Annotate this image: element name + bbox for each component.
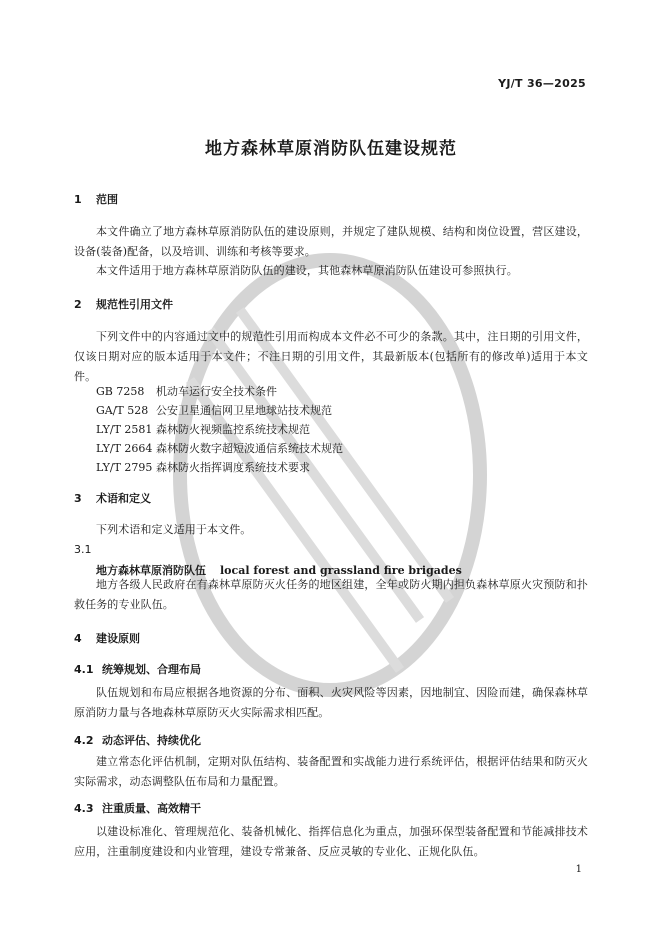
section-1-heading	[74, 191, 118, 207]
document-title: 地方森林草原消防队伍建设规范	[205, 139, 457, 159]
reference-name: 公安卫星通信网卫星地球站技术规范	[156, 404, 332, 417]
section-title: 范围	[96, 193, 118, 206]
section-number: 1	[74, 193, 82, 206]
paragraph: 本文件适用于地方森林草原消防队伍的建设，其他森林草原消防队伍建设可参照执行。	[96, 264, 518, 277]
section-title: 建设原则	[96, 632, 140, 645]
subsection-title: 动态评估、持续优化	[102, 734, 201, 747]
subsection-title: 统筹规划、合理布局	[102, 663, 201, 676]
reference-code: LY/T 2664	[96, 442, 153, 455]
reference-item	[96, 383, 277, 399]
reference-item	[96, 459, 310, 475]
section-3-heading	[74, 490, 151, 506]
subsection-number: 4.3	[74, 802, 94, 815]
paragraph: 建立常态化评估机制，定期对队伍结构、装备配置和实战能力进行系统评估，根据评估结果和防灭火实际需求，动态调整队伍布局和力量配置。	[74, 755, 588, 788]
paragraph: 队伍规划和布局应根据各地资源的分布、面积、火灾风险等因素，因地制宜、因险而建，确保森林草原消防力量与各地森林草原防灭火实际需求相匹配。	[74, 686, 588, 719]
subsection-number: 4.1	[74, 663, 94, 676]
paragraph: 以建设标准化、管理规范化、装备机械化、指挥信息化为重点，加强环保型装备配置和节能减排技术应用，注重制度建设和内业管理，建设专常兼备、反应灵敏的专业化、正规化队伍。	[74, 825, 588, 858]
reference-code: GB 7258	[96, 385, 145, 398]
section-number: 4	[74, 632, 82, 645]
reference-name: 机动车运行安全技术条件	[156, 385, 277, 398]
subsection-title: 注重质量、高效精干	[102, 802, 201, 815]
section-2-heading	[74, 296, 173, 312]
term-chinese: 地方森林草原消防队伍	[96, 564, 206, 577]
reference-code: LY/T 2795	[96, 461, 153, 474]
reference-item	[96, 402, 332, 418]
section-4-heading	[74, 630, 140, 646]
reference-name: 森林防火数字超短波通信系统技术规范	[156, 442, 343, 455]
term-number: 3.1	[74, 543, 92, 556]
reference-code: GA/T 528	[96, 404, 149, 417]
term-definition: 地方各级人民政府在有森林草原防灭火任务的地区组建，全年或防火期内担负森林草原火灾预防和扑救任务的专业队伍。	[74, 578, 588, 611]
subsection-4-1-heading	[74, 661, 201, 677]
reference-code: LY/T 2581	[96, 423, 153, 436]
reference-item	[96, 440, 343, 456]
section-title: 术语和定义	[96, 492, 151, 505]
section-number: 2	[74, 298, 82, 311]
subsection-4-3-heading	[74, 800, 201, 816]
paragraph: 本文件确立了地方森林草原消防队伍的建设原则，并规定了建队规模、结构和岗位设置，营区建设，设备(装备)配备，以及培训、训练和考核等要求。	[74, 225, 588, 258]
paragraph: 下列文件中的内容通过文中的规范性引用而构成本文件必不可少的条款。其中，注日期的引用文件，仅该日期对应的版本适用于本文件；不注日期的引用文件，其最新版本(包括所有的修改单)适用于本文件。	[74, 330, 588, 383]
section-title: 规范性引用文件	[96, 298, 173, 311]
reference-name: 森林防火指挥调度系统技术要求	[156, 461, 310, 474]
paragraph: 下列术语和定义适用于本文件。	[96, 523, 252, 536]
term-english: local forest and grassland fire brigades	[220, 564, 462, 577]
watermark-emblem	[170, 250, 490, 700]
subsection-4-2-heading	[74, 732, 201, 748]
document-number: YJ/T 36—2025	[498, 77, 586, 90]
reference-name: 森林防火视频监控系统技术规范	[156, 423, 310, 436]
subsection-number: 4.2	[74, 734, 94, 747]
section-number: 3	[74, 492, 82, 505]
page-number: 1	[575, 864, 582, 875]
reference-item	[96, 421, 310, 437]
